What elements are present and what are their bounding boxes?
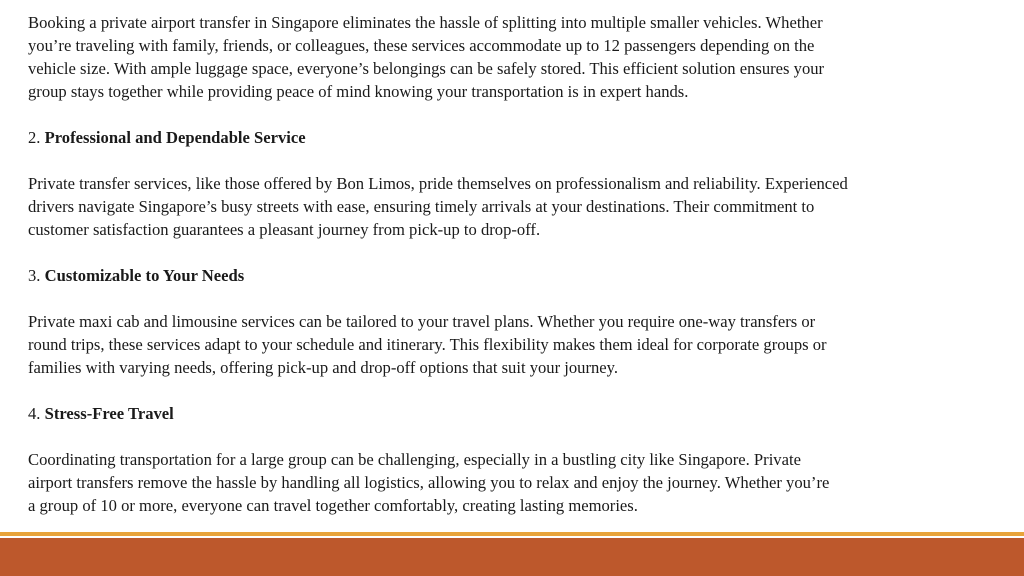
spacer (28, 241, 998, 264)
footer-bar (0, 538, 1024, 576)
section-heading-2 (28, 126, 998, 149)
section-number: 4. (28, 404, 41, 423)
slide-content (28, 11, 998, 517)
section-title: Customizable to Your Needs (44, 266, 245, 285)
accent-line (0, 532, 1024, 536)
spacer (28, 287, 998, 310)
section-body-3: Private maxi cab and limousine services can be tailored to your travel plans. Whether you require one-way transfers or round trips, these services adapt to your schedule and itinerary. This flexibility makes them ideal for corporate groups or families with varying needs, offering pick-up and drop-off options that suit your journey. (28, 312, 827, 377)
section-number: 2. (28, 128, 41, 147)
section-number: 3. (28, 266, 41, 285)
section-title: Professional and Dependable Service (44, 128, 306, 147)
section-heading-4 (28, 402, 998, 425)
section-body-4: Coordinating transportation for a large group can be challenging, especially in a bustling city like Singapore. Private airport transfers remove the hassle by handling all logistics, allowing you to relax and enjoy the journey. Whether you’re a group of 10 or more, everyone can travel together comfortably, creating lasting memories. (28, 450, 830, 515)
spacer (28, 149, 998, 172)
spacer (28, 425, 998, 448)
spacer (28, 379, 998, 402)
spacer (28, 103, 998, 126)
section-heading-3 (28, 264, 998, 287)
section-body-2: Private transfer services, like those offered by Bon Limos, pride themselves on professionalism and reliability. Experienced drivers navigate Singapore’s busy streets with ease, ensuring timely arrivals at your destinations. Their commitment to customer satisfaction guarantees a pleasant journey from pick-up to drop-off. (28, 174, 848, 239)
section-title: Stress-Free Travel (44, 404, 174, 423)
intro-paragraph: Booking a private airport transfer in Singapore eliminates the hassle of splitting into multiple smaller vehicles. Whether you’re traveling with family, friends, or colleagues, these services accommodate up to 12 passengers depending on the vehicle size. With ample luggage space, everyone’s belongings can be safely stored. This efficient solution ensures your group stays together while providing peace of mind knowing your transportation is in expert hands. (28, 13, 825, 101)
